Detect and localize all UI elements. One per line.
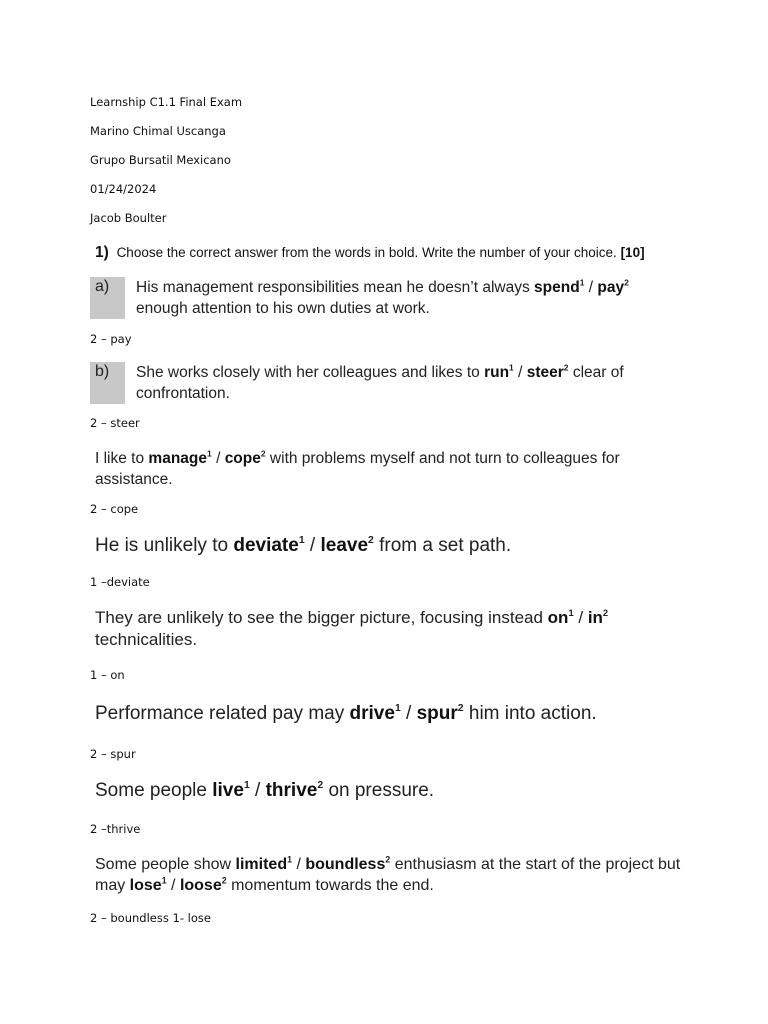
option-2: cope: [224, 450, 261, 467]
question-b: [90, 362, 678, 404]
answer-c: 2 – cope: [90, 502, 139, 516]
answer-b: 2 – steer: [90, 416, 140, 430]
question-f: Performance related pay may drive$^1$ / spur$^2$ him into action.: [95, 703, 597, 724]
teacher-name: Jacob Boulter: [90, 211, 167, 225]
answer-a: 2 – pay: [90, 332, 132, 346]
option-2: boundless: [305, 856, 386, 873]
answer-d: 1 –deviate: [90, 575, 150, 589]
question-d: He is unlikely to deviate$^1$ / leave$^2$ from a set path.: [95, 535, 512, 556]
option-1: deviate: [233, 535, 299, 556]
option-1: spend: [534, 279, 580, 296]
option-2: thrive: [265, 780, 318, 801]
instruction-text: Choose the correct answer from the words in bold. Write the number of your choice.: [116, 245, 617, 260]
exercise-number: 1): [95, 244, 109, 261]
answer-e: 1 – on: [90, 668, 125, 682]
option-2: in: [587, 608, 603, 627]
option-2: spur: [416, 703, 458, 724]
question-g: Some people live$^1$ / thrive$^2$ on pressure.: [95, 780, 435, 801]
company-name: Grupo Bursatil Mexicano: [90, 153, 231, 167]
question-text: His management responsibilities mean he doesn’t always spend$^1$ / pay$^2$ enough attention to his own duties at work.: [136, 277, 629, 317]
option-1: on: [547, 608, 569, 627]
exam-title: Learnship C1.1 Final Exam: [90, 95, 243, 109]
option-2: leave: [320, 535, 369, 556]
option-1: drive: [349, 703, 395, 724]
exercise-points: [10]: [620, 245, 645, 260]
question-a: [90, 277, 678, 319]
answer-g: 2 –thrive: [90, 822, 141, 836]
option-2: pay: [597, 279, 625, 296]
option-1: run: [484, 364, 510, 381]
question-label: a): [90, 277, 125, 319]
exercise-instruction: [95, 244, 645, 262]
option-2: steer: [526, 364, 564, 381]
question-c: I like to manage$^1$ / cope$^2$ with problems myself and not turn to colleagues for assistance.: [95, 448, 620, 488]
option-1: limited: [235, 856, 288, 873]
exam-date: 01/24/2024: [90, 182, 157, 196]
answer-h: 2 – boundless 1- lose: [90, 911, 211, 925]
option-1: manage: [148, 450, 208, 467]
student-name: Marino Chimal Uscanga: [90, 124, 226, 138]
option-4: loose: [179, 877, 222, 894]
question-text: She works closely with her colleagues and likes to run$^1$ / steer$^2$ clear of confrontation.: [136, 362, 624, 402]
option-3: lose: [129, 877, 162, 894]
question-label: b): [90, 362, 125, 404]
option-1: live: [212, 780, 244, 801]
answer-f: 2 – spur: [90, 747, 136, 761]
question-e: They are unlikely to see the bigger picture, focusing instead $on^1 / in^2$ technicalities.: [95, 608, 609, 649]
question-h: Some people show limited$^1$ / boundless$^2$ enthusiasm at the start of the project but may lose$^1$ / loose$^2$ momentum towards the end.: [95, 854, 681, 894]
